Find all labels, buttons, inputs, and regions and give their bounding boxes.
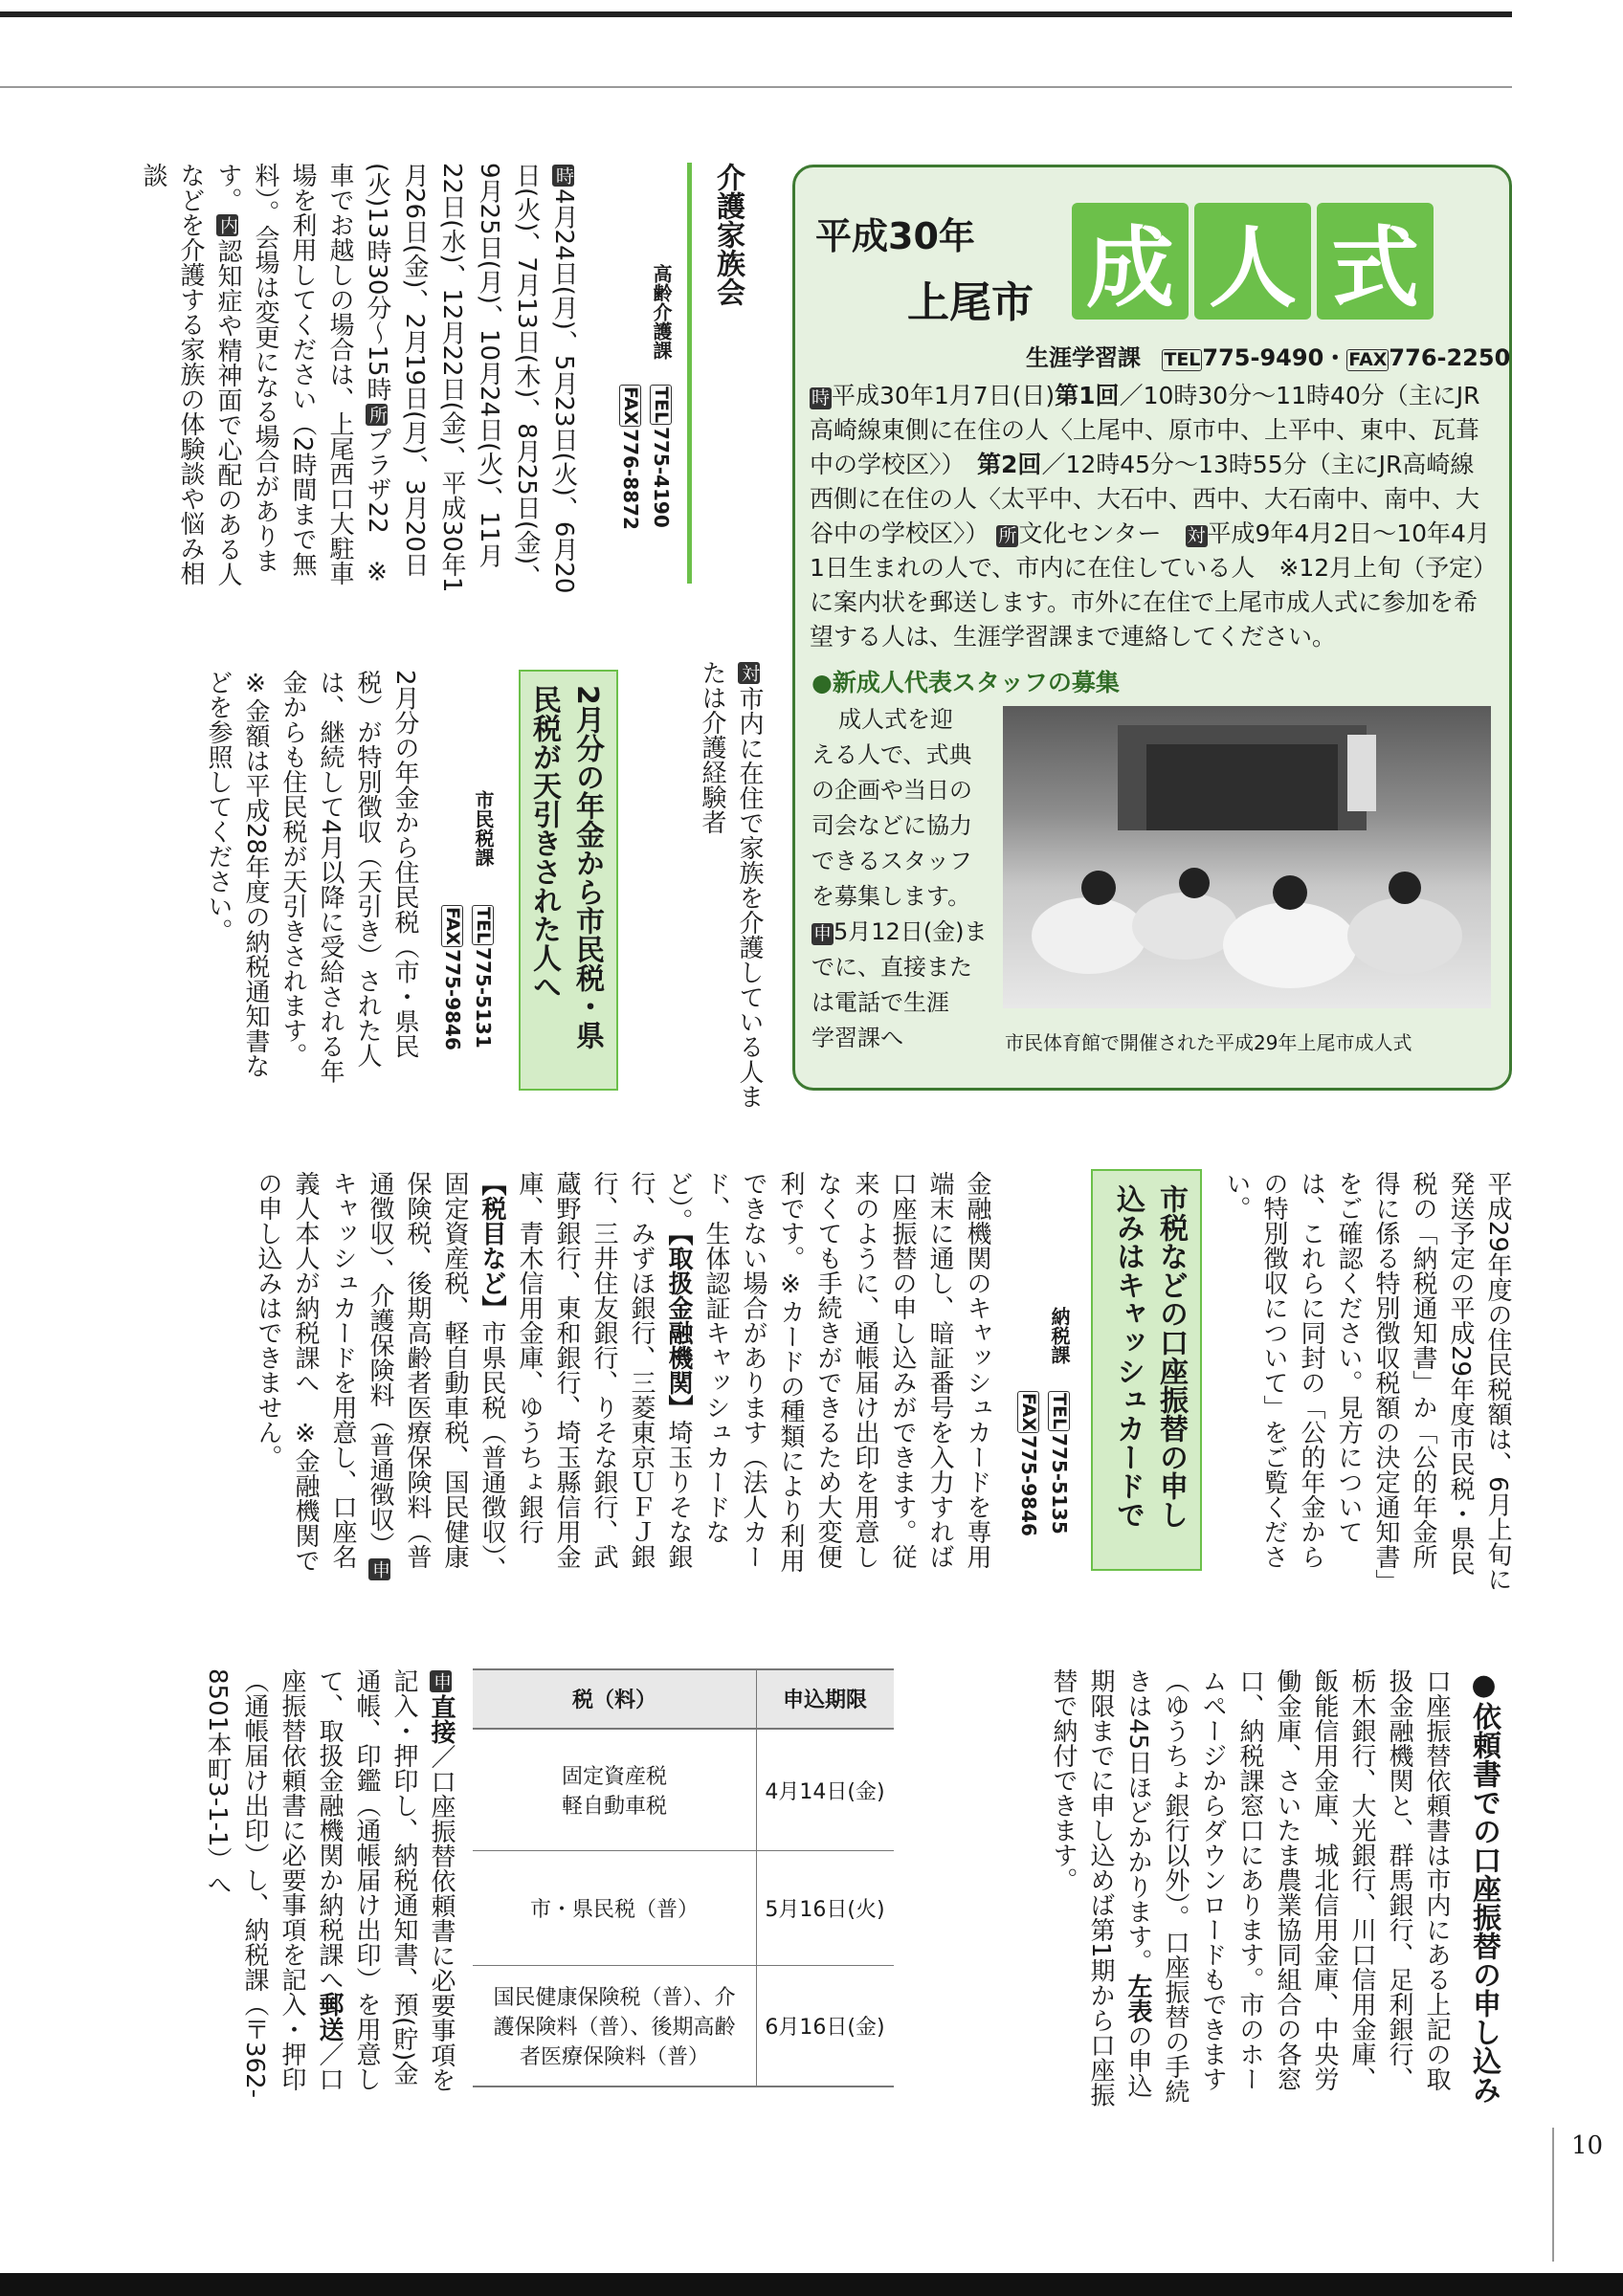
mail-text: ／口座振替依頼書に必要事項を記入・押印（通帳届け出印）し、納税課（〒362-8501本町3-1-1）へ [203, 1668, 344, 2099]
table-row-2-tax: 市・県民税（普） [529, 1898, 699, 1922]
page-number-divider [1552, 2128, 1554, 2262]
seijin-title-tiles [1072, 203, 1434, 320]
table-rule [473, 2086, 894, 2087]
tel-tag: TEL [473, 907, 494, 944]
title-char-3: 式 [1317, 203, 1434, 320]
seijin-title-city: 上尾市 [907, 278, 1034, 327]
top-divider [0, 86, 1512, 88]
title-char-1: 成 [1072, 203, 1189, 320]
kaigo-body [139, 163, 582, 599]
kaigo-tel-number: 775-4190 [650, 427, 673, 528]
seijin-tel: 775-9490 [1202, 344, 1324, 371]
nenkin-fax-number: 775-9846 [441, 949, 464, 1050]
recruit-heading: ●新成人代表スタッフの募集 [812, 669, 1120, 696]
table-row-1-tax: 固定資産税 軽自動車税 [561, 1765, 667, 1819]
session-1-text: ／10時30分～11時40分（主にJR高崎線東側に在住の人〈上尾中、原市中、上平中、東中、瓦葺中の学校区〉） [810, 382, 1480, 478]
kaigo-target: 市内に在住で家族を介護している人または介護経験者 [698, 660, 764, 1109]
kaigo-place: プラザ22 ※車でお越しの場合は、上尾西口大駐車場を利用してください（2時間まで無料）。会場は変更になる場合があります。 [213, 163, 391, 587]
time-tag: 時 [812, 387, 831, 408]
kaigo-heading [687, 163, 749, 584]
irai-body [900, 1668, 1455, 2108]
ceremony-photo [1003, 706, 1491, 1008]
table-header-deadline: 申込期限 [782, 1688, 867, 1712]
tel-tag: TEL [1164, 349, 1201, 370]
koza-lead-text: 平成29年度の住民税額は、6月上旬に発送予定の平成29年度市民税・県民税の「納税通知書」か「公的年金所得に係る特別徴収税額の決定通知書」をご確認ください。見方については、これらに同封の「公的年金からの特別徴収について」をご覧ください。 [1222, 1171, 1512, 1592]
seijin-contact: 生涯学習課 TEL775-9490・ FAX776-2250 [1026, 344, 1511, 371]
nenkin-fax [438, 903, 467, 1050]
irai-heading: ●依頼書での口座振替の申し込み [1467, 1668, 1501, 2104]
time-tag: 時 [553, 166, 574, 185]
nenkin-heading-text: 2月分の年金から市民税・県民税が天引きされた人へ [527, 685, 604, 1049]
fax-tag: FAX [442, 907, 463, 946]
table-header-tax: 税（料） [571, 1688, 656, 1712]
tel-tag: TEL [1049, 1393, 1070, 1430]
fax-tag: FAX [1348, 349, 1388, 370]
irai-table-ref: 左表 [1123, 1974, 1152, 2024]
recruit-line: できるスタッフ [812, 848, 972, 874]
koza-body [153, 1171, 995, 1592]
koza-lead [1222, 1171, 1516, 1592]
koza-fax-number: 775-9846 [1017, 1435, 1040, 1536]
seijin-place: 文化センター [1018, 519, 1162, 547]
apply-tag: 申 [369, 1560, 390, 1578]
content-tag: 内 [217, 216, 238, 234]
tax-label: 【税目など】 [478, 1171, 506, 1320]
place-tag: 所 [367, 405, 388, 424]
nenkin-dept: 市民税課 [472, 790, 495, 867]
koza-heading [1091, 1169, 1202, 1571]
kaigo-heading-text: 介護家族会 [711, 163, 745, 306]
seijin-title-year: 平成30年 [815, 215, 975, 257]
tel-tag: TEL [651, 386, 672, 424]
table-row-3-tax: 国民健康保険税（普）、介護保険料（普）、後期高齢者医療保険料（普） [493, 1986, 736, 2069]
nenkin-tel-number: 775-5131 [472, 947, 495, 1049]
nenkin-tel [469, 903, 498, 1049]
koza-fax [1014, 1389, 1043, 1536]
irai-body-text: 口座振替依頼書は市内にある上記の取扱金融機関と、群馬銀行、足利銀行、栃木銀行、大光銀行、川口信用金庫、飯能信用金庫、城北信用金庫、中央労働金庫、さいたま農業協同組合の各窓口、納税課窓口にあります。市のホームページからダウンロードもできます（ゆうちょ銀行以外）。口座振替の手続きは45日ほどかかります。 [1123, 1668, 1451, 2104]
koza-tel [1045, 1389, 1074, 1534]
bottom-bar [0, 2273, 1623, 2296]
tax-list: 市県民税（普通徴収）、固定資産税、軽自動車税、国民健康保険税、後期高齢者医療保険料（普通徴収）、介護保険料（普通徴収） [366, 1171, 506, 1581]
koza-dept: 納税課 [1048, 1307, 1071, 1364]
bank-list: 埼玉りそな銀行、みずほ銀行、三菱東京ＵＦＪ銀行、三井住友銀行、りそな銀行、武蔵野銀行、東和銀行、埼玉縣信用金庫、青木信用金庫、ゆうちょ銀行 [515, 1171, 693, 1569]
kaigo-body-cont [645, 660, 767, 1110]
table-rule [473, 1668, 894, 1670]
recruit-line: 成人式を迎 [838, 706, 953, 733]
nenkin-heading [519, 670, 618, 1091]
nenkin-body [153, 670, 423, 1091]
recruit-line: える人で、式典 [812, 741, 972, 768]
kaigo-tel [647, 383, 676, 603]
recruit-line: の企画や当日の [812, 777, 972, 804]
deadline-table [473, 1668, 894, 2087]
direct-label: 直接 [427, 1694, 456, 1744]
title-char-2: 人 [1194, 203, 1311, 320]
apply-tag: 申 [431, 1672, 452, 1690]
fax-tag: FAX [620, 386, 641, 426]
kaigo-fax-number: 776-8872 [619, 429, 642, 530]
seijin-body [810, 379, 1495, 654]
kaigo-dates: 4月24日(月)、5月23日(火)、6月20日(火)、7月13日(木)、8月25日(金)、9月25日(月)、10月24日(火)、11月22日(水)、12月22日(金)、平成30年1月26日(金)、2月19日(月)、3月20日(火)13時30分～15時 [363, 163, 578, 594]
target-tag: 対 [1187, 525, 1206, 546]
target-tag: 対 [739, 664, 760, 682]
bank-label: 【取扱金融機関】 [664, 1233, 693, 1420]
kaigo-content: 認知症や精神面で心配のある人などを介護する家族の体験談や悩み相談 [139, 163, 242, 586]
photo-placeholder-graphic [1003, 706, 1491, 1008]
direct-text: ／口座振替依頼書に必要事項を記入・押印し、納税通知書、預(貯)金通帳、印鑑（通帳届け出印）を用意して、取扱金融機関か納税課へ [315, 1668, 456, 2092]
session-1-label: 第1回 [1055, 382, 1120, 409]
koza-apply: キャッシュカードを用意し、口座名義人本人が納税課へ ※金融機関での申し込みはできません。 [254, 1171, 357, 1573]
recruit-line: でに、直接また [812, 954, 972, 981]
recruit-line: 司会などに協力 [812, 812, 972, 839]
kaigo-dept: 高齢介護課 [650, 264, 673, 360]
table-row-2-deadline: 5月16日(火) [765, 1898, 885, 1922]
kaigo-fax [616, 383, 645, 603]
koza-heading-text: 市税などの口座振替の申し込みはキャッシュカードで [1111, 1184, 1188, 1529]
table-row-3-deadline: 6月16日(金) [765, 2016, 885, 2040]
place-tag: 所 [998, 525, 1017, 546]
photo-caption: 市民体育館で開催された平成29年上尾市成人式 [1005, 1031, 1412, 1054]
recruit-line: 学習課へ [812, 1025, 903, 1051]
session-2-text: ／12時45分～13時55分（主にJR高崎線西側に在住の人〈太平中、大石中、西中、大石南中、南中、大谷中の学校区〉） [810, 451, 1480, 547]
irai-body-end: の申込期限までに申し込めば第1期から口座振替で納付できます。 [1049, 1668, 1152, 2108]
mail-label: 郵送 [315, 1992, 344, 2042]
seijin-target: 平成9年4月2日～10年4月1日生まれの人で、市内に在住している人 ※12月上旬（予定）に案内状を郵送します。市外に在住で上尾市成人式に参加を希望する人は、生涯学習課まで連絡してください。 [810, 519, 1490, 651]
nenkin-body-text: 2月分の年金から住民税（市・県民税）が特別徴収（天引き）された人は、継続して4月以降に受給される年金からも住民税が天引きされます。※金額は平成28年度の納税通知書などを参照してください。 [204, 670, 419, 1084]
apply-tag: 申 [813, 923, 833, 944]
top-rule [0, 11, 1512, 17]
table-row-1-deadline: 4月14日(金) [765, 1779, 885, 1804]
irai-apply [153, 1668, 459, 2108]
recruit-deadline: 5月12日(金)ま [834, 918, 988, 945]
session-2-label: 第2回 [977, 451, 1042, 478]
recruit-line: を募集します。 [812, 883, 971, 910]
seijin-fax: 776-2250 [1389, 344, 1511, 371]
recruit-body [812, 702, 999, 1056]
page-number: 10 [1571, 2131, 1604, 2160]
seijin-date: 平成30年1月7日(日) [832, 382, 1056, 409]
fax-tag: FAX [1018, 1393, 1039, 1432]
koza-tel-number: 775-5135 [1048, 1433, 1071, 1534]
koza-body-text: 金融機関のキャッシュカードを専用端末に通し、暗証番号を入力すれば口座振替の申し込みができます。従来のように、通帳届け出印を用意しなくても手続きができるため大変便利です。※カードの種類により利用できない場合があります（法人カード、生体認証キャッシュカードなど）。 [664, 1171, 991, 1573]
seijin-dept: 生涯学習課 [1026, 344, 1141, 371]
recruit-line: は電話で生涯 [812, 989, 949, 1016]
